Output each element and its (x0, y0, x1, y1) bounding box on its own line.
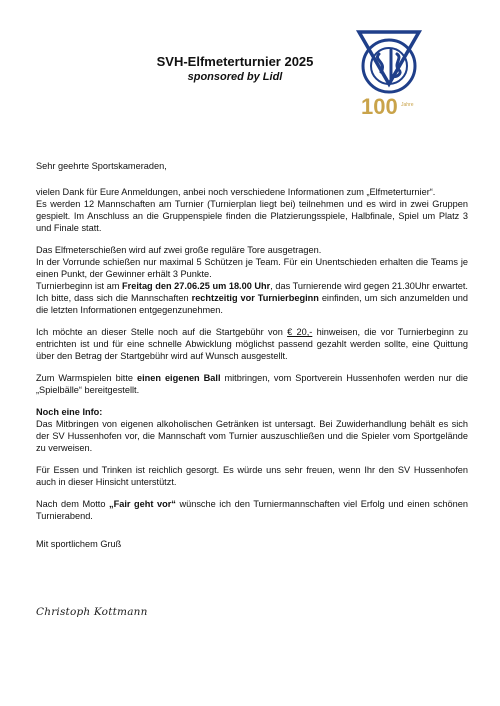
paragraph-preliminary: In der Vorrunde schießen nur maximal 5 Schützen je Team. Für ein Unentschieden erhalten die Teams je einen Punkt, der Gewinner erhält 3 Punkte. (36, 257, 468, 279)
paragraph-thanks: vielen Dank für Eure Anmeldungen, anbei noch verschiedene Informationen zum „Elfmeterturnier“. (36, 187, 436, 197)
paragraph-ball (36, 372, 468, 396)
paragraph-food: Für Essen und Trinken ist reichlich gesorgt. Es würde uns sehr freuen, wenn Ihr den SV Hussenhofen auch in dieser Hinsicht unterstützt. (36, 465, 468, 487)
info-heading-text: Noch eine Info: (36, 407, 103, 417)
page-title: SVH-Elfmeterturnier 2025 (156, 54, 314, 69)
ball-text-2: mitbringen, vom Sportverein Hussenhofen werden nur die „Spielbälle“ bereitgestellt. (36, 373, 468, 395)
logo-monogram (377, 50, 400, 80)
own-ball-bold: einen eigenen Ball (136, 373, 221, 383)
start-date-bold: Freitag den 27.06.25 um 18.00 Uhr (122, 281, 271, 291)
paragraph-start-time (36, 280, 468, 316)
paragraph-motto (36, 498, 468, 522)
fee-text-2: hinweisen, die vor Turnierbeginn zu entrichten ist und für eine schnelle Abwicklung möglichst passend gezahlt werden sollte, eine Quittung über den Betrag der Startgebühr wird auf Wunsch ausgestellt. (36, 327, 468, 361)
start-text-3: einfinden, um sich anzumelden und die letzten Informationen entgegenzunehmen. (36, 293, 468, 315)
signature (36, 600, 176, 622)
start-text-1: Turnierbeginn ist am (36, 281, 123, 291)
paragraph-goals: Das Elfmeterschießen wird auf zwei große reguläre Tore ausgetragen. (36, 245, 322, 255)
motto-text-1: Nach dem Motto (36, 499, 110, 509)
logo-ring-inner (371, 48, 407, 84)
paragraph-teams: Es werden 12 Mannschaften am Turnier (Turnierplan liegt bei) teilnehmen und es wird in zwei Gruppen gespielt. Im Anschluss an die Gruppenspiele finden die Platzierungsspiele, Halbfinale, Spiel um Platz 3 und Finale statt. (36, 199, 468, 233)
on-time-bold: rechtzeitig vor Turnierbeginn (191, 293, 319, 303)
salutation: Sehr geehrte Sportskameraden, (36, 161, 167, 171)
closing: Mit sportlichem Gruß (36, 539, 122, 549)
paragraph-fee (36, 326, 468, 362)
motto-bold: „Fair geht vor“ (109, 499, 176, 509)
letter-body (36, 160, 468, 560)
paragraph-alcohol: Das Mitbringen von eigenen alkoholischen Getränken ist untersagt. Bei Zuwiderhandlung behält es sich der SV Hussenhofen vor, die Mannschaft vom Turnier auszuschließen und die Spieler vom Sportgelände zu verweisen. (36, 419, 468, 453)
start-text-2: , das Turnierende wird gegen 21.30Uhr erwartet. Ich bitte, dass sich die Mannschaften (36, 281, 468, 303)
letter-header (100, 54, 370, 84)
page-subtitle: sponsored by Lidl (187, 71, 283, 83)
motto-text-2: wünsche ich den Turniermannschaften viel Erfolg und einen schönen Turnierabend. (36, 499, 468, 521)
ball-text-1: Zum Warmspielen bitte (36, 373, 137, 383)
logo-anniversary-number: 100 (361, 94, 398, 119)
club-logo (353, 26, 425, 124)
signature-text: Christoph Kottmann (36, 606, 148, 618)
logo-anniversary-word: Jahre (401, 102, 414, 108)
fee-amount: € 20,- (287, 327, 313, 337)
fee-text-1: Ich möchte an dieser Stelle noch auf die Startgebühr von (36, 327, 288, 337)
info-heading (36, 406, 468, 418)
